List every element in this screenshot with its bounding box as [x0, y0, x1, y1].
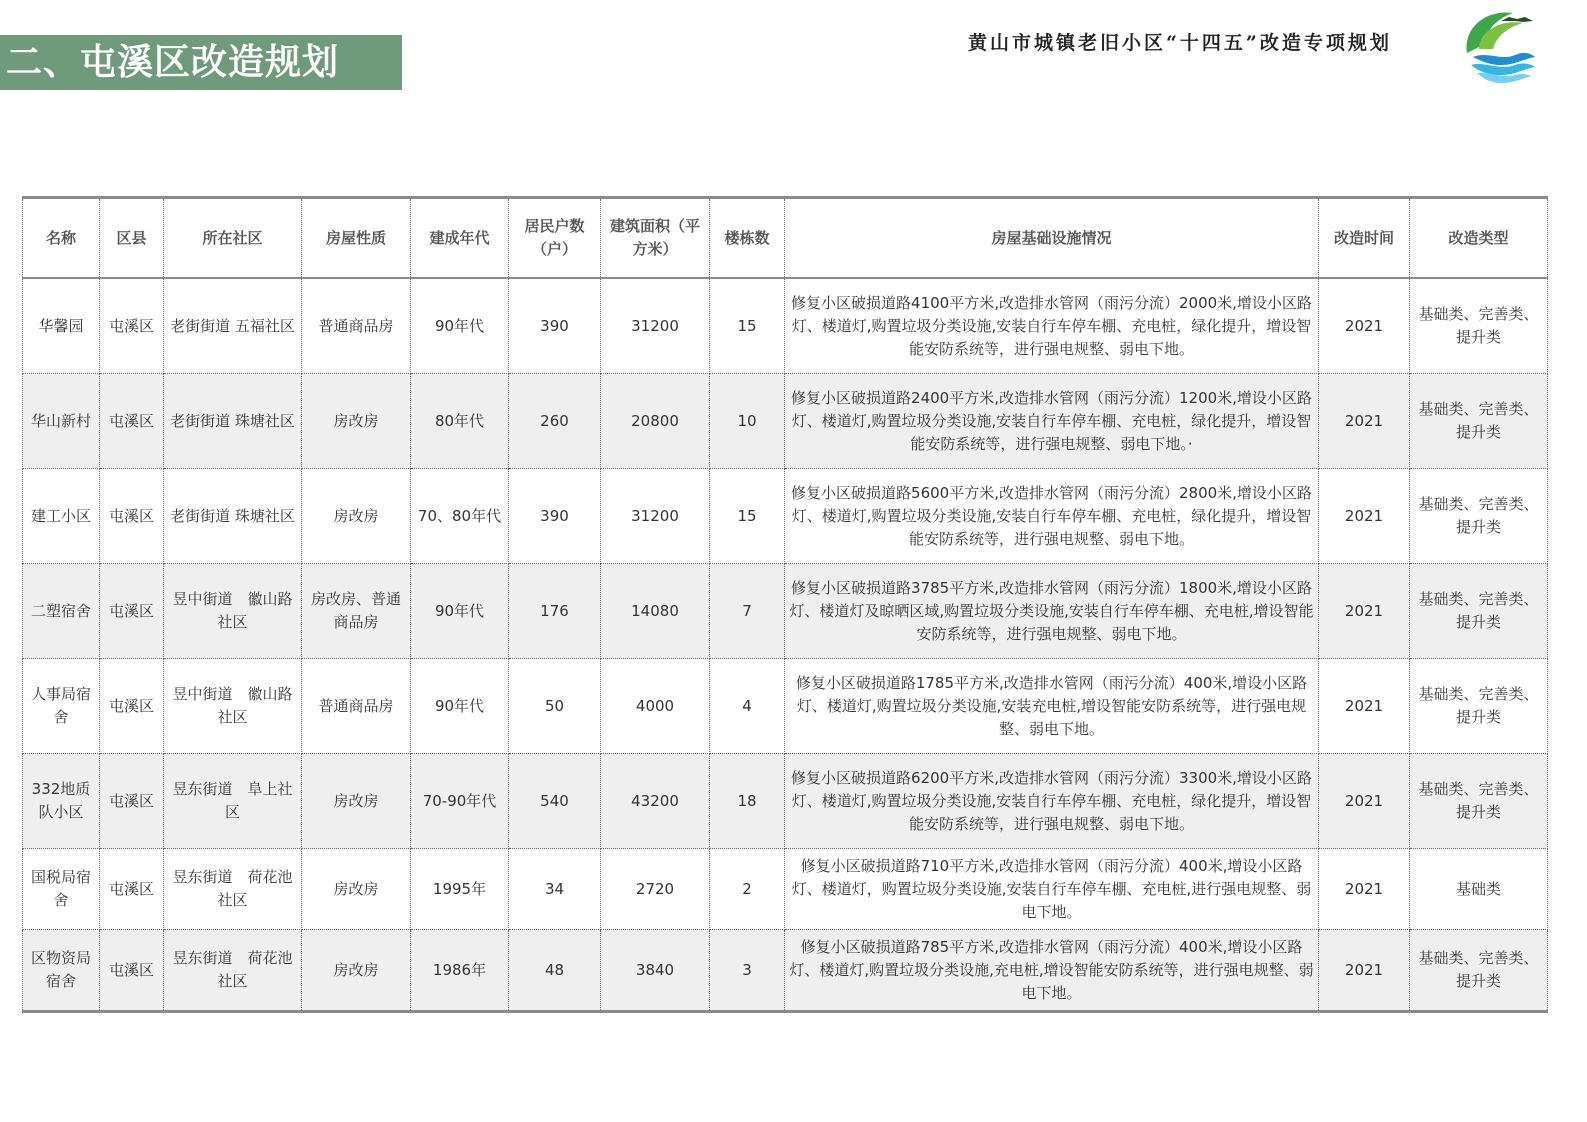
- cell-community: 老街街道 五福社区: [164, 278, 302, 374]
- cell-type: 基础类: [1410, 849, 1548, 930]
- cell-name: 人事局宿舍: [23, 659, 100, 754]
- cell-community: 昱东街道 荷花池社区: [164, 930, 302, 1012]
- table-row: [23, 278, 1548, 374]
- cell-type: 基础类、完善类、提升类: [1410, 374, 1548, 469]
- column-header: 居民户数（户）: [509, 198, 601, 279]
- cell-households: 390: [509, 278, 601, 374]
- cell-name: 国税局宿舍: [23, 849, 100, 930]
- cell-district: 屯溪区: [100, 849, 164, 930]
- cell-buildings: 15: [710, 469, 785, 564]
- cell-facilities: 修复小区破损道路3785平方米,改造排水管网（雨污分流）1800米,增设小区路灯、楼道灯及晾晒区域,购置垃圾分类设施,安装自行车停车棚、充电桩,增设智能安防系统等，进行强电规整、弱电下地。: [785, 564, 1319, 659]
- cell-facilities: 修复小区破损道路4100平方米,改造排水管网（雨污分流）2000米,增设小区路灯、楼道灯,购置垃圾分类设施,安装自行车停车棚、充电桩，绿化提升，增设智能安防系统等，进行强电规整、弱电下地。: [785, 278, 1319, 374]
- cell-type: 基础类、完善类、提升类: [1410, 278, 1548, 374]
- column-header: 房屋性质: [302, 198, 411, 279]
- table-row: [23, 754, 1548, 849]
- cell-name: 华山新村: [23, 374, 100, 469]
- cell-era: 90年代: [411, 278, 509, 374]
- cell-community: 昱东街道 荷花池社区: [164, 849, 302, 930]
- cell-district: 屯溪区: [100, 659, 164, 754]
- cell-facilities: 修复小区破损道路6200平方米,改造排水管网（雨污分流）3300米,增设小区路灯、楼道灯,购置垃圾分类设施,安装自行车停车棚、充电桩，绿化提升，增设智能安防系统等，进行强电规整、弱电下地。: [785, 754, 1319, 849]
- cell-households: 50: [509, 659, 601, 754]
- mountain-wave-logo-icon: [1457, 5, 1539, 87]
- cell-households: 48: [509, 930, 601, 1012]
- cell-area: 3840: [601, 930, 710, 1012]
- cell-era: 70-90年代: [411, 754, 509, 849]
- cell-community: 昱中街道 徽山路社区: [164, 564, 302, 659]
- cell-name: 二塑宿舍: [23, 564, 100, 659]
- cell-type: 基础类、完善类、提升类: [1410, 564, 1548, 659]
- cell-area: 31200: [601, 469, 710, 564]
- cell-households: 390: [509, 469, 601, 564]
- cell-era: 80年代: [411, 374, 509, 469]
- cell-facilities: 修复小区破损道路2400平方米,改造排水管网（雨污分流）1200米,增设小区路灯、楼道灯,购置垃圾分类设施,安装自行车停车棚、充电桩，绿化提升，增设智能安防系统等，进行强电规整、弱电下地。·: [785, 374, 1319, 469]
- column-header: 建筑面积（平方米）: [601, 198, 710, 279]
- cell-community: 老街街道 珠塘社区: [164, 374, 302, 469]
- cell-buildings: 7: [710, 564, 785, 659]
- cell-nature: 普通商品房: [302, 278, 411, 374]
- cell-buildings: 2: [710, 849, 785, 930]
- cell-time: 2021: [1319, 278, 1410, 374]
- cell-facilities: 修复小区破损道路5600平方米,改造排水管网（雨污分流）2800米,增设小区路灯、楼道灯,购置垃圾分类设施,安装自行车停车棚、充电桩，绿化提升，增设智能安防系统等，进行强电规整、弱电下地。: [785, 469, 1319, 564]
- cell-area: 43200: [601, 754, 710, 849]
- cell-facilities: 修复小区破损道路785平方米,改造排水管网（雨污分流）400米,增设小区路灯、楼道灯,购置垃圾分类设施,充电桩,增设智能安防系统等，进行强电规整、弱电下地。: [785, 930, 1319, 1012]
- document-title: 黄山市城镇老旧小区“十四五”改造专项规划: [968, 32, 1392, 54]
- cell-area: 14080: [601, 564, 710, 659]
- table-row: [23, 564, 1548, 659]
- cell-buildings: 15: [710, 278, 785, 374]
- renovation-plan-table-wrap: [22, 196, 1547, 1013]
- cell-time: 2021: [1319, 849, 1410, 930]
- cell-nature: 房改房、普通商品房: [302, 564, 411, 659]
- cell-nature: 房改房: [302, 849, 411, 930]
- column-header: 改造类型: [1410, 198, 1548, 279]
- cell-facilities: 修复小区破损道路1785平方米,改造排水管网（雨污分流）400米,增设小区路灯、楼道灯,购置垃圾分类设施,安装充电桩,增设智能安防系统等，进行强电规整、弱电下地。: [785, 659, 1319, 754]
- column-header: 房屋基础设施情况: [785, 198, 1319, 279]
- renovation-plan-table: [22, 196, 1548, 1013]
- cell-households: 176: [509, 564, 601, 659]
- table-row: [23, 659, 1548, 754]
- cell-nature: 普通商品房: [302, 659, 411, 754]
- cell-community: 昱东街道 阜上社区: [164, 754, 302, 849]
- cell-district: 屯溪区: [100, 469, 164, 564]
- cell-era: 1986年: [411, 930, 509, 1012]
- cell-area: 31200: [601, 278, 710, 374]
- cell-households: 34: [509, 849, 601, 930]
- cell-time: 2021: [1319, 374, 1410, 469]
- column-header: 建成年代: [411, 198, 509, 279]
- table-row: [23, 374, 1548, 469]
- cell-households: 540: [509, 754, 601, 849]
- column-header: 名称: [23, 198, 100, 279]
- cell-time: 2021: [1319, 659, 1410, 754]
- cell-era: 1995年: [411, 849, 509, 930]
- cell-buildings: 4: [710, 659, 785, 754]
- cell-type: 基础类、完善类、提升类: [1410, 930, 1548, 1012]
- cell-era: 90年代: [411, 659, 509, 754]
- cell-area: 4000: [601, 659, 710, 754]
- cell-name: 华馨园: [23, 278, 100, 374]
- cell-buildings: 3: [710, 930, 785, 1012]
- cell-community: 昱中街道 徽山路社区: [164, 659, 302, 754]
- cell-time: 2021: [1319, 564, 1410, 659]
- cell-area: 2720: [601, 849, 710, 930]
- cell-era: 70、80年代: [411, 469, 509, 564]
- cell-name: 区物资局宿舍: [23, 930, 100, 1012]
- cell-nature: 房改房: [302, 754, 411, 849]
- cell-buildings: 18: [710, 754, 785, 849]
- cell-community: 老街街道 珠塘社区: [164, 469, 302, 564]
- cell-area: 20800: [601, 374, 710, 469]
- cell-nature: 房改房: [302, 930, 411, 1012]
- cell-time: 2021: [1319, 469, 1410, 564]
- cell-district: 屯溪区: [100, 564, 164, 659]
- cell-time: 2021: [1319, 754, 1410, 849]
- section-title: 二、屯溪区改造规划: [6, 42, 340, 83]
- cell-time: 2021: [1319, 930, 1410, 1012]
- cell-district: 屯溪区: [100, 278, 164, 374]
- cell-type: 基础类、完善类、提升类: [1410, 754, 1548, 849]
- cell-district: 屯溪区: [100, 930, 164, 1012]
- table-row: [23, 469, 1548, 564]
- cell-facilities: 修复小区破损道路710平方米,改造排水管网（雨污分流）400米,增设小区路灯、楼道灯，购置垃圾分类设施,安装自行车停车棚、充电桩,进行强电规整、弱电下地。: [785, 849, 1319, 930]
- table-row: [23, 930, 1548, 1012]
- cell-era: 90年代: [411, 564, 509, 659]
- cell-name: 332地质队小区: [23, 754, 100, 849]
- cell-type: 基础类、完善类、提升类: [1410, 659, 1548, 754]
- cell-type: 基础类、完善类、提升类: [1410, 469, 1548, 564]
- table-row: [23, 849, 1548, 930]
- column-header: 所在社区: [164, 198, 302, 279]
- cell-district: 屯溪区: [100, 754, 164, 849]
- cell-households: 260: [509, 374, 601, 469]
- cell-name: 建工小区: [23, 469, 100, 564]
- column-header: 楼栋数: [710, 198, 785, 279]
- table-header-row: [23, 198, 1548, 279]
- column-header: 改造时间: [1319, 198, 1410, 279]
- cell-nature: 房改房: [302, 374, 411, 469]
- cell-district: 屯溪区: [100, 374, 164, 469]
- cell-buildings: 10: [710, 374, 785, 469]
- cell-nature: 房改房: [302, 469, 411, 564]
- column-header: 区县: [100, 198, 164, 279]
